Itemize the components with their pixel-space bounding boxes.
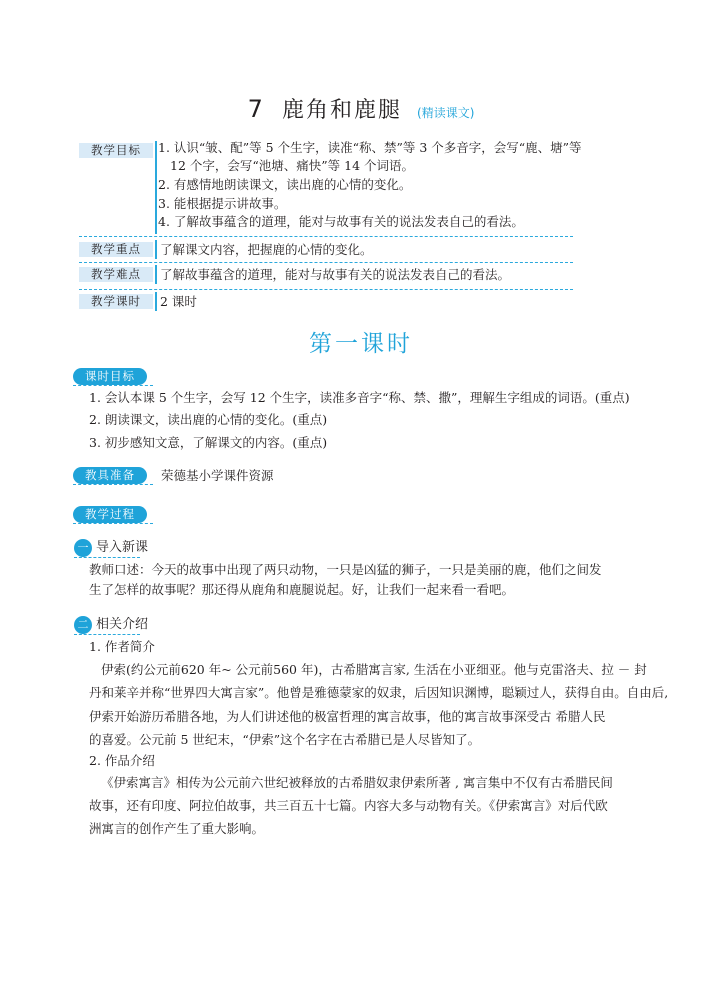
- goal-line: 1. 认识“皱、配”等 5 个生字，读准“称、禁”等 3 个多音字，会写“鹿、塘”等: [158, 140, 582, 155]
- paragraph-line: 的喜爱。公元前 5 世纪末，“伊索”这个名字在古希腊已是人尽皆知了。: [89, 732, 481, 747]
- key-text: 了解课文内容，把握鹿的心情的变化。: [160, 242, 373, 257]
- paragraph-line: 教师口述：今天的故事中出现了两只动物，一只是凶猛的狮子，一只是美丽的鹿，他们之间发: [89, 562, 602, 577]
- paragraph-line: 伊索(约公元前620 年~ 公元前560 年)，古希腊寓言家, 生活在小亚细亚。他与克雷洛夫、拉 － 封: [101, 662, 647, 677]
- goals-label: 教学目标: [79, 143, 153, 158]
- section-title: 第一课时: [309, 331, 413, 357]
- paragraph-line: 伊索开始游历希腊各地，为人们讲述他的极富哲理的寓言故事，他的寓言故事深受古 希腊人民: [89, 709, 606, 724]
- goal-line: 2. 有感情地朗读课文，读出鹿的心情的变化。: [158, 177, 412, 192]
- paragraph-line: 生了怎样的故事呢？那还得从鹿角和鹿腿说起。好，让我们一起来看一看吧。: [89, 582, 515, 597]
- step-title: 相关介绍: [96, 617, 149, 632]
- hours-label: 教学课时: [79, 294, 153, 309]
- step-number-badge: 二: [74, 616, 92, 634]
- preparation-label: 教具准备: [73, 467, 147, 484]
- objective-item: 2. 朗读课文，读出鹿的心情的变化。(重点): [89, 412, 328, 427]
- objectives-label: 课时目标: [73, 368, 147, 385]
- row-divider: [79, 236, 573, 237]
- paragraph-line: 丹和莱辛并称“世界四大寓言家”。他曾是雅德蒙家的奴隶，后因知识渊博，聪颖过人，获得自由。自由后,: [89, 685, 669, 700]
- process-label: 教学过程: [73, 506, 147, 523]
- hours-divider: [155, 292, 157, 311]
- difficult-divider: [155, 265, 157, 284]
- process-divider: [73, 523, 153, 524]
- step-title: 导入新课: [96, 540, 149, 555]
- step-divider: [74, 634, 140, 635]
- lesson-header: [0, 93, 722, 124]
- goals-divider: [155, 141, 157, 234]
- lesson-tag: (精读课文): [417, 106, 475, 120]
- paragraph-line: 故事，还有印度、阿拉伯故事，共三百五十七篇。内容大多与动物有关。《伊索寓言》对后代欧: [89, 798, 608, 813]
- subsection-title: 1. 作者简介: [89, 639, 155, 654]
- step-divider: [74, 557, 140, 558]
- step-number-badge: 一: [74, 539, 92, 557]
- lesson-number: 7: [247, 95, 263, 123]
- hours-text: 2 课时: [160, 294, 197, 309]
- key-label: 教学重点: [79, 242, 153, 257]
- difficult-text: 了解故事蕴含的道理，能对与故事有关的说法发表自己的看法。: [160, 267, 511, 282]
- subsection-title: 2. 作品介绍: [89, 753, 155, 768]
- goal-line: 12 个字，会写“池塘、痛快”等 14 个词语。: [170, 158, 415, 173]
- difficult-label: 教学难点: [79, 267, 153, 282]
- preparation-text: 荣德基小学课件资源: [161, 468, 274, 483]
- preparation-divider: [73, 484, 153, 485]
- objectives-divider: [73, 385, 153, 386]
- key-divider: [155, 240, 157, 259]
- goal-line: 3. 能根据提示讲故事。: [158, 196, 287, 211]
- lesson-title: 鹿角和鹿腿: [281, 98, 402, 123]
- goal-line: 4. 了解故事蕴含的道理，能对与故事有关的说法发表自己的看法。: [158, 214, 524, 229]
- objective-item: 3. 初步感知文意，了解课文的内容。(重点): [89, 435, 328, 450]
- paragraph-line: 《伊索寓言》相传为公元前六世纪被释放的古希腊奴隶伊索所著 , 寓言集中不仅有古希腊民间: [101, 775, 613, 790]
- row-divider: [79, 289, 573, 290]
- objective-item: 1. 会认本课 5 个生字，会写 12 个生字，读准多音字“称、禁、撒”，理解生字组成的词语。(重点): [89, 390, 630, 405]
- row-divider: [79, 262, 573, 263]
- paragraph-line: 洲寓言的创作产生了重大影响。: [89, 821, 265, 836]
